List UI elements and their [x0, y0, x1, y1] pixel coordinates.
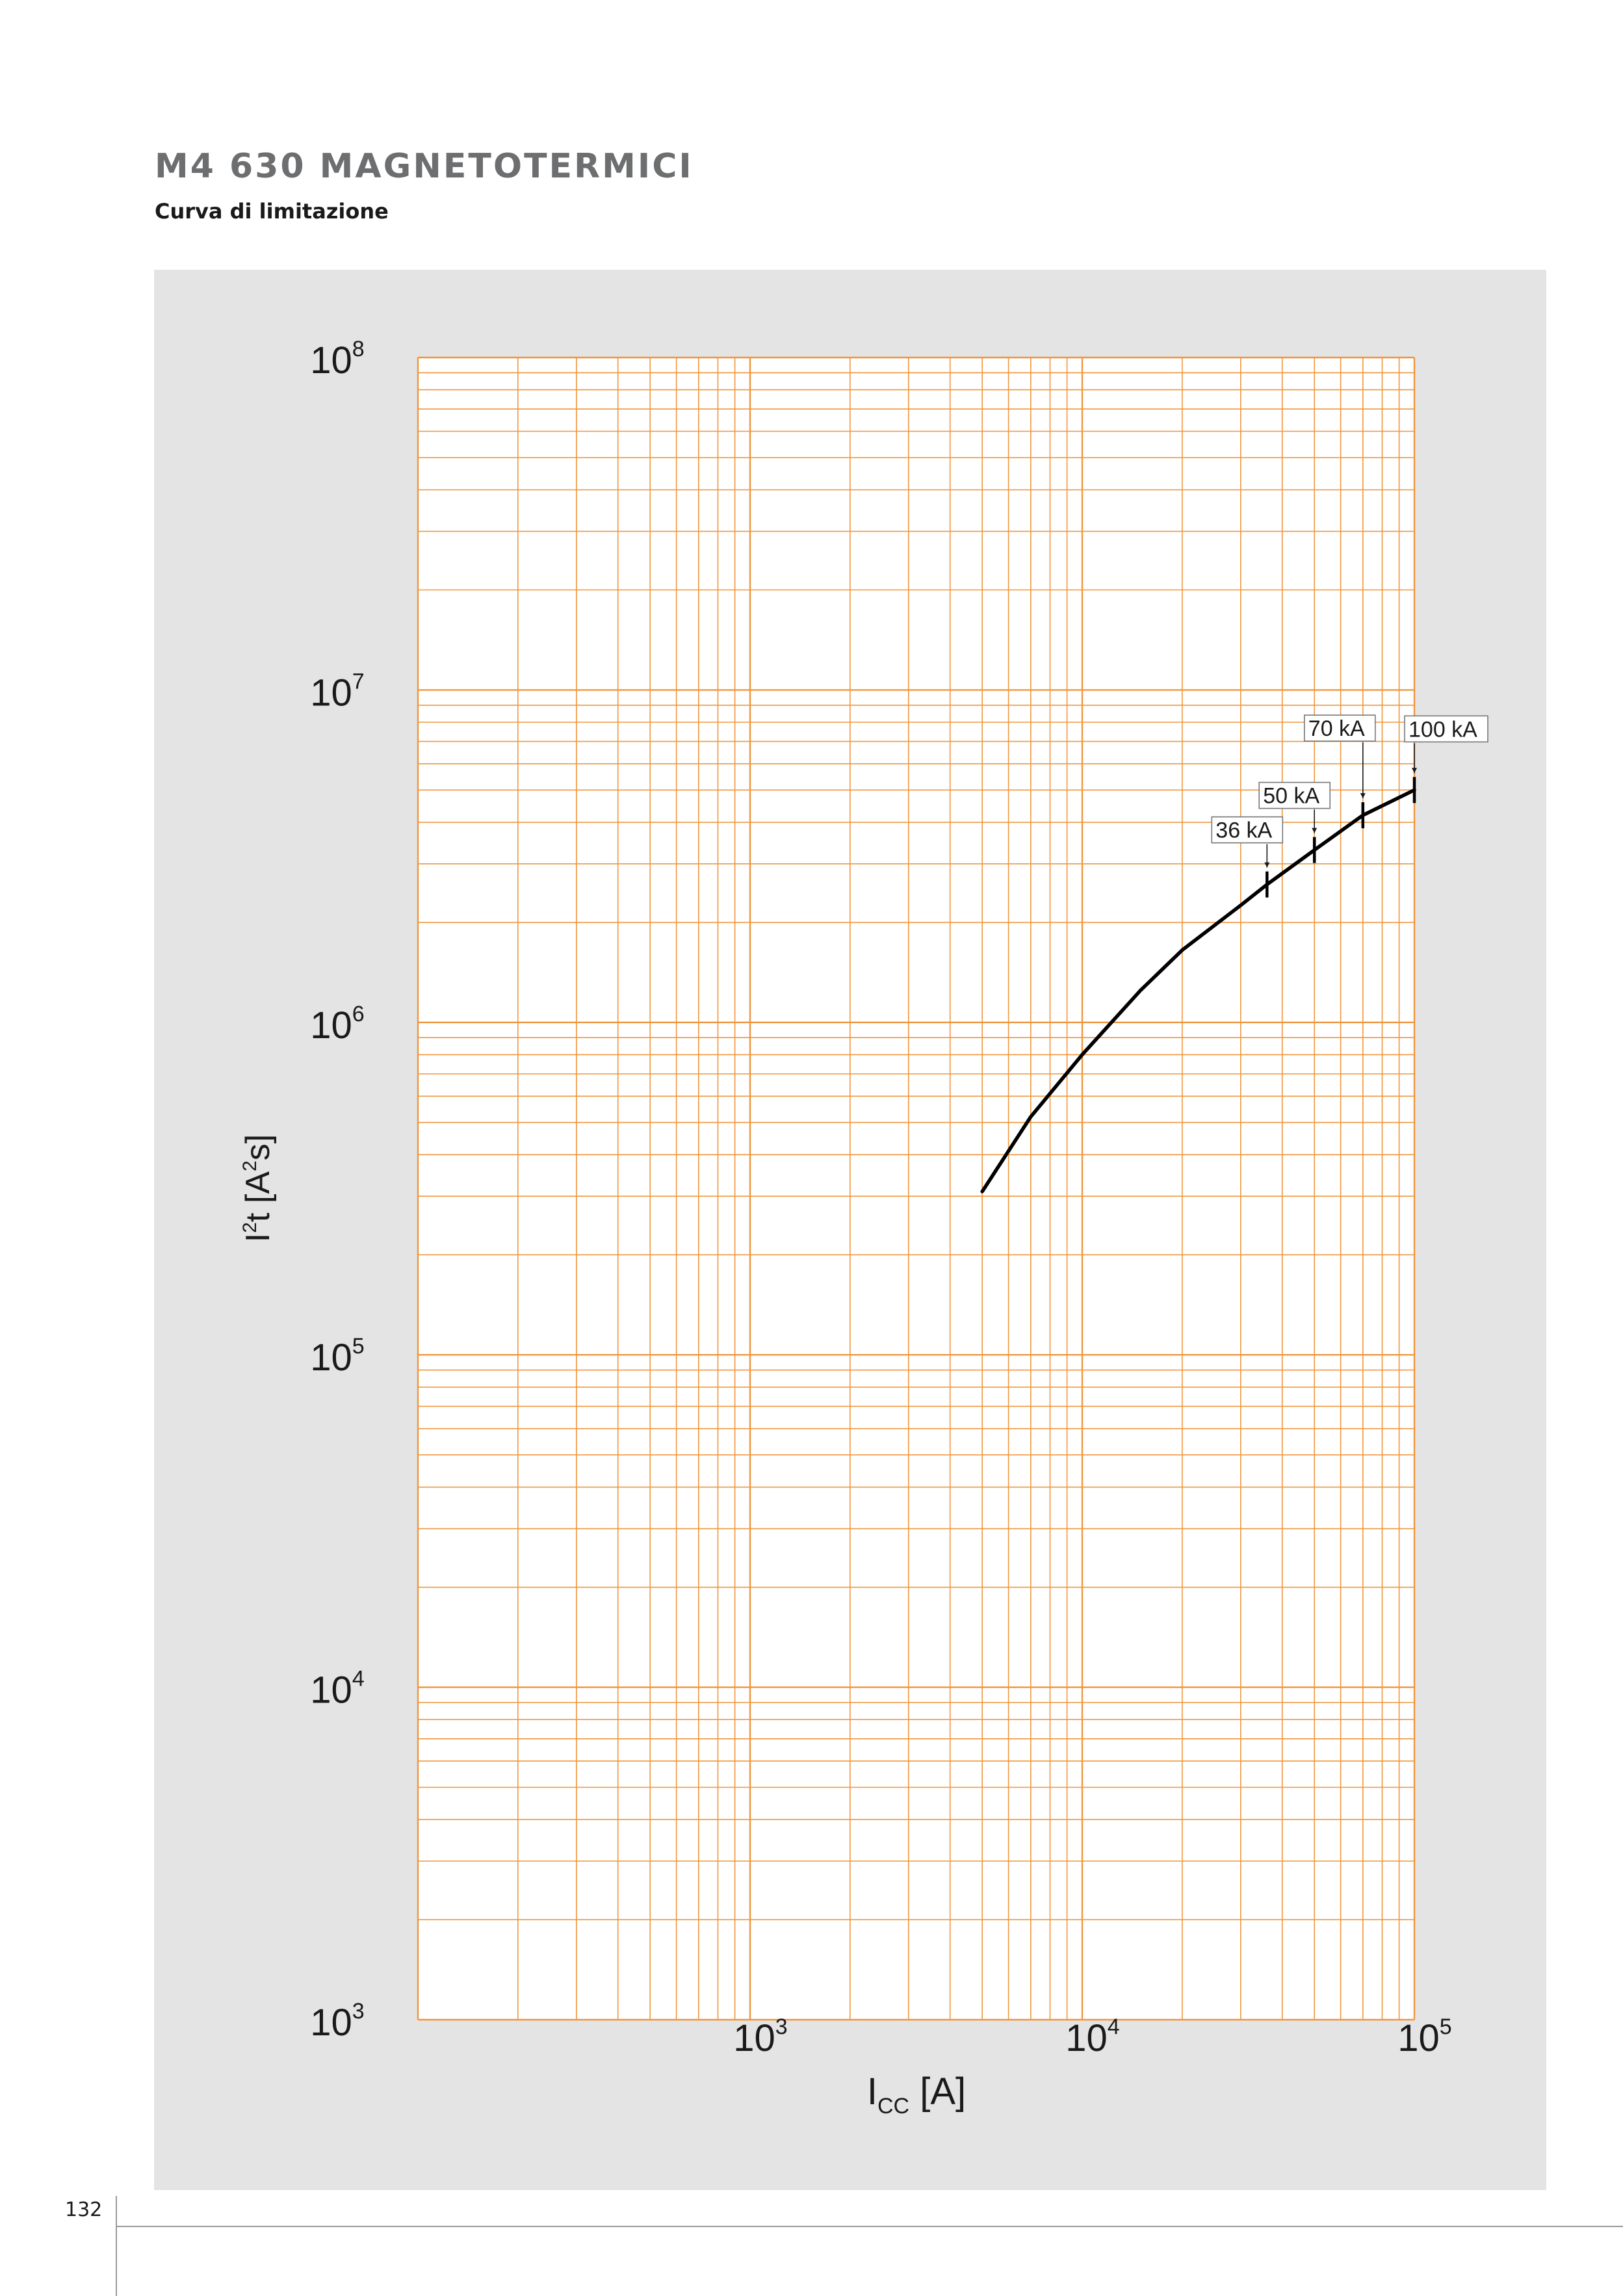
- y-tick-label: [310, 337, 364, 382]
- y-tick-label: [310, 1667, 364, 1712]
- x-axis-label-sub: CC: [877, 2094, 910, 2119]
- y-axis-label-post: s]: [239, 1134, 277, 1161]
- y-tick-label: [310, 1999, 364, 2044]
- y-tick-base: 10: [310, 2002, 352, 2044]
- y-tick-exponent: 8: [352, 337, 365, 361]
- annotation-label: 70 kA: [1308, 716, 1365, 742]
- x-tick-base: 10: [1397, 2017, 1440, 2059]
- x-tick-label: [1397, 2015, 1451, 2059]
- page-subtitle: Curva di limitazione: [155, 199, 389, 224]
- y-tick-label: [310, 669, 364, 714]
- x-tick-label: [733, 2015, 787, 2059]
- footer-vertical-rule: [116, 2196, 117, 2296]
- page-number: 132: [65, 2198, 103, 2221]
- footer-horizontal-rule: [116, 2226, 1623, 2227]
- x-tick-exponent: 3: [775, 2015, 788, 2039]
- annotation-label: 100 kA: [1409, 717, 1477, 742]
- limitation-chart: [154, 270, 1546, 2190]
- y-tick-exponent: 7: [352, 669, 365, 694]
- page-title: M4 630 MAGNETOTERMICI: [155, 147, 694, 186]
- y-tick-base: 10: [310, 339, 352, 382]
- y-axis-label-mid: t [A: [239, 1171, 277, 1223]
- plot-area: [418, 358, 1414, 2020]
- x-tick-exponent: 5: [1439, 2015, 1452, 2039]
- y-tick-label: [310, 1002, 364, 1047]
- annotation-label: 50 kA: [1263, 783, 1320, 809]
- x-tick-labels: [733, 2015, 1451, 2059]
- annotation-label: 36 kA: [1215, 818, 1273, 843]
- x-tick-label: [1065, 2015, 1119, 2059]
- x-axis-label-unit: [A]: [909, 2070, 967, 2113]
- y-tick-base: 10: [310, 1669, 352, 1712]
- y-axis-label-sup: 2: [239, 1222, 261, 1233]
- x-tick-exponent: 4: [1107, 2015, 1120, 2039]
- breaking-capacity-annotation: [1405, 716, 1488, 803]
- y-axis-label-sup2: 2: [239, 1160, 261, 1171]
- x-axis-label: [867, 2070, 966, 2119]
- y-tick-base: 10: [310, 1004, 352, 1047]
- y-tick-label: [310, 1334, 364, 1379]
- y-tick-base: 10: [310, 1337, 352, 1379]
- y-tick-exponent: 3: [352, 1999, 365, 2024]
- y-tick-labels: [310, 337, 364, 2044]
- x-axis-label-main: I: [866, 2070, 877, 2113]
- x-tick-base: 10: [1065, 2017, 1108, 2059]
- chart-panel: [154, 270, 1546, 2190]
- y-tick-exponent: 5: [352, 1334, 365, 1359]
- y-axis-label-pre: I: [239, 1233, 277, 1243]
- x-tick-base: 10: [733, 2017, 775, 2059]
- y-tick-exponent: 4: [352, 1666, 365, 1691]
- y-axis-label: [239, 1134, 277, 1242]
- y-tick-base: 10: [310, 672, 352, 714]
- y-tick-exponent: 6: [352, 1001, 365, 1026]
